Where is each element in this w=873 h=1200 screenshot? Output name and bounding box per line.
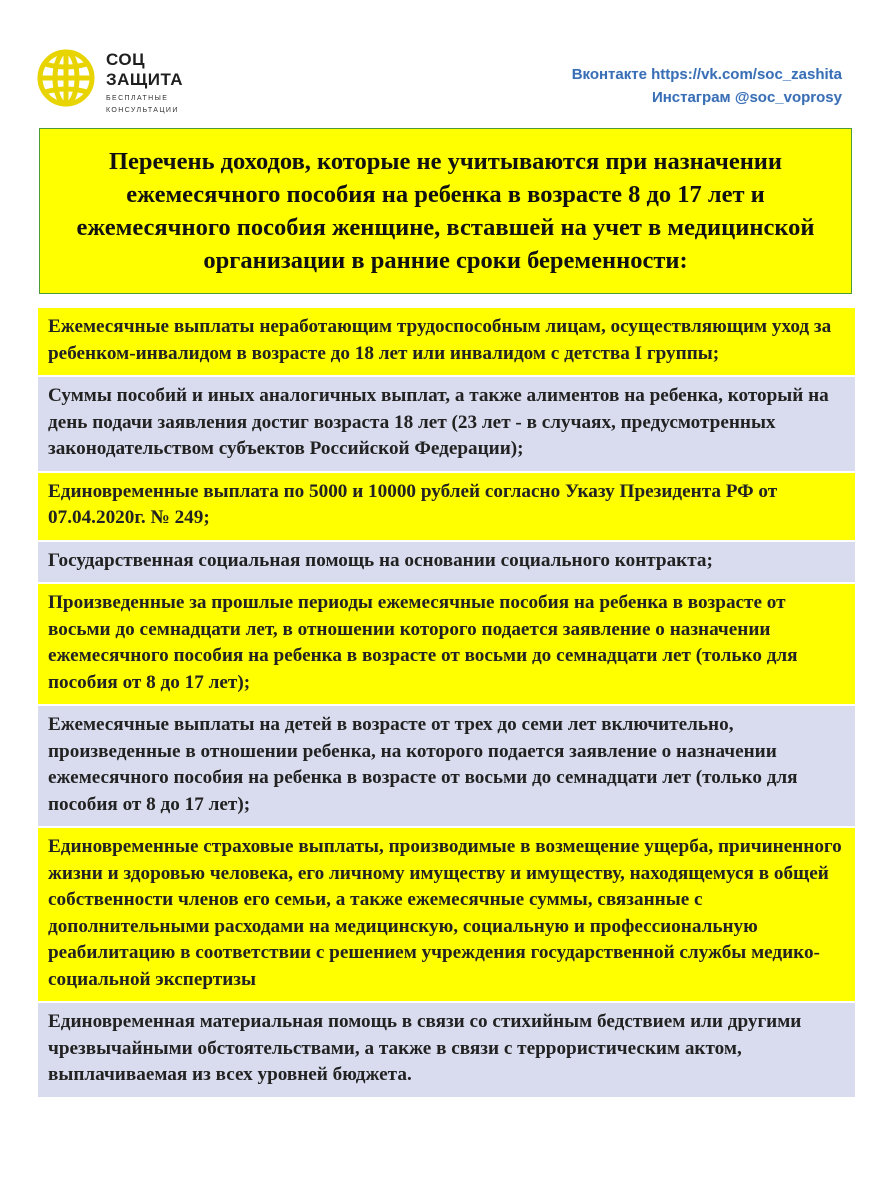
list-item: Ежемесячные выплаты неработающим трудоспособным лицам, осуществляющим уход за ребенком-инвалидом в возрасте до 18 лет или инвалидом с детства I группы;: [38, 308, 855, 377]
income-exclusion-list: [38, 308, 855, 1099]
list-item: Суммы пособий и иных аналогичных выплат, а также алиментов на ребенка, который на день подачи заявления достиг возраста 18 лет (23 лет - в случаях, предусмотренных законодательством субъектов Российской Федерации);: [38, 377, 855, 473]
vk-link[interactable]: Вконтакте https://vk.com/soc_zashita: [571, 66, 842, 83]
social-links: [572, 63, 842, 109]
list-item: Единовременные выплата по 5000 и 10000 рублей согласно Указу Президента РФ от 07.04.2020г. № 249;: [38, 473, 855, 542]
tagline-line-1: БЕСПЛАТНЫЕ: [106, 95, 169, 102]
list-item: Ежемесячные выплаты на детей в возрасте от трех до семи лет включительно, произведенные в отношении ребенка, на которого подается заявление о назначении ежемесячного пособия на ребенка в возрасте от восьми до семнадцати лет (только для пособия от 8 до 17 лет);: [38, 706, 855, 828]
list-item: Единовременные страховые выплаты, производимые в возмещение ущерба, причиненного жизни и здоровью человека, его личному имуществу и имуществу, находящемуся в общей собственности членов его семьи, а также ежемесячные суммы, связанные с дополнительными расходами на медицинскую, социальную и профессиональную реабилитацию в соответствии с решением учреждения государственной службы медико-социальной экспертизы: [38, 828, 855, 1003]
brand-line-1: СОЦ: [106, 50, 145, 69]
document-title: Перечень доходов, которые не учитываются при назначении ежемесячного пособия на ребенка в возрасте 8 до 17 лет и ежемесячного пособия женщине, вставшей на учет в медицинской организации в ранние сроки беременности:: [39, 128, 852, 294]
list-item: Государственная социальная помощь на основании социального контракта;: [38, 542, 855, 585]
globe-icon: [36, 48, 96, 108]
list-item: Произведенные за прошлые периоды ежемесячные пособия на ребенка в возрасте от восьми до семнадцати лет, в отношении которого подается заявление о назначении ежемесячного пособия на ребенка в возрасте от восьми до семнадцати лет (только для пособия от 8 до 17 лет);: [38, 584, 855, 706]
logo: [36, 48, 183, 114]
brand-line-2: ЗАЩИТА: [106, 70, 184, 89]
tagline-line-2: КОНСУЛЬТАЦИИ: [106, 107, 179, 114]
logo-text: [106, 50, 183, 114]
instagram-link[interactable]: Инстаграм @soc_voprosy: [651, 89, 842, 106]
list-item: Единовременная материальная помощь в связи со стихийным бедствием или другими чрезвычайными обстоятельствами, а также в связи с террористическим актом, выплачиваемая из всех уровней бюджета.: [38, 1003, 855, 1099]
